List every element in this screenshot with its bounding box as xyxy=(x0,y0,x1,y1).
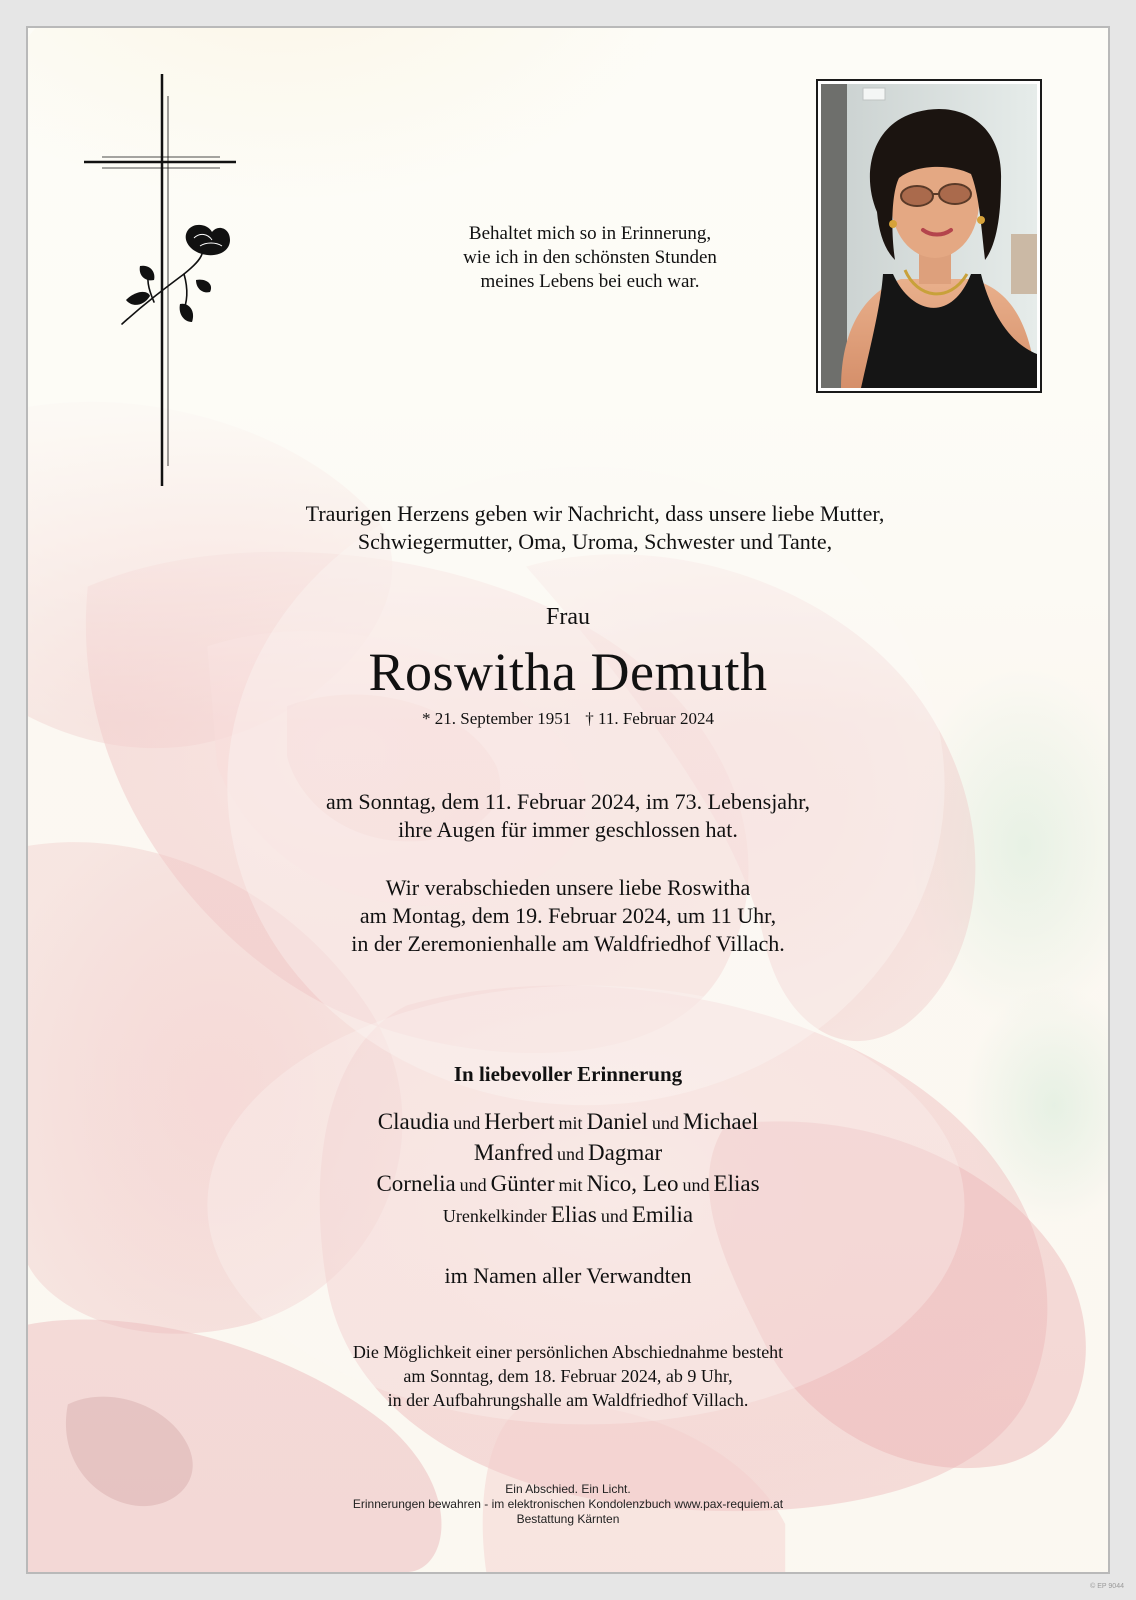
family-name: Nico, Leo xyxy=(586,1171,679,1196)
funeral-line: Wir verabschieden unsere liebe Roswitha xyxy=(385,875,751,900)
intro-line: Schwiegermutter, Oma, Uroma, Schwester und Tante, xyxy=(357,529,833,554)
family-name: Cornelia xyxy=(376,1171,456,1196)
obituary-card xyxy=(26,26,1110,1574)
funeral-notice xyxy=(28,874,1108,958)
family-list xyxy=(28,1108,1108,1232)
memory-heading: In liebevoller Erinnerung xyxy=(453,1062,683,1086)
print-code: © EP 9044 xyxy=(1090,1583,1124,1590)
family-connector: mit xyxy=(558,1175,583,1195)
birth-date: * 21. September 1951 xyxy=(422,709,572,728)
relatives-line: im Namen aller Verwandten xyxy=(444,1263,692,1288)
family-name: Claudia xyxy=(377,1109,450,1134)
viewing-line: am Sonntag, dem 18. Februar 2024, ab 9 Uhr, xyxy=(403,1366,733,1386)
passing-line: am Sonntag, dem 11. Februar 2024, im 73. Lebensjahr, xyxy=(325,789,811,814)
family-connector: und xyxy=(600,1206,628,1226)
family-name: Günter xyxy=(490,1171,555,1196)
footer-line: Bestattung Kärnten xyxy=(516,1512,620,1526)
family-connector: mit xyxy=(558,1113,583,1133)
announcement-intro xyxy=(108,500,1082,556)
viewing-notice xyxy=(28,1340,1108,1412)
family-connector: und xyxy=(459,1175,487,1195)
family-line xyxy=(28,1170,1108,1201)
family-connector: und xyxy=(682,1175,710,1195)
family-line xyxy=(28,1139,1108,1170)
quote-line: Behaltet mich so in Erinnerung, xyxy=(468,223,712,244)
viewing-line: Die Möglichkeit einer persönlichen Abschiednahme besteht xyxy=(352,1342,784,1362)
family-name: Herbert xyxy=(484,1109,555,1134)
funeral-line: am Montag, dem 19. Februar 2024, um 11 Uhr, xyxy=(359,903,777,928)
quote-line: meines Lebens bei euch war. xyxy=(480,271,700,292)
family-name: Daniel xyxy=(586,1109,648,1134)
honorific: Frau xyxy=(546,604,590,630)
family-connector: und xyxy=(453,1113,481,1133)
footer-line: Erinnerungen bewahren - im elektronischen Kondolenzbuch www.pax-requiem.at xyxy=(352,1497,784,1511)
passing-line: ihre Augen für immer geschlossen hat. xyxy=(398,817,738,842)
family-line xyxy=(28,1201,1108,1232)
memorial-quote xyxy=(360,222,820,294)
deceased-name: Roswitha Demuth xyxy=(368,642,768,702)
footer-line: Ein Abschied. Ein Licht. xyxy=(505,1482,631,1496)
family-name: Elias xyxy=(713,1171,760,1196)
family-line xyxy=(28,1108,1108,1139)
life-dates xyxy=(28,708,1108,730)
family-name: Dagmar xyxy=(588,1140,663,1165)
footer xyxy=(28,1482,1108,1527)
quote-line: wie ich in den schönsten Stunden xyxy=(463,247,717,268)
viewing-line: in der Aufbahrungshalle am Waldfriedhof Villach. xyxy=(387,1390,749,1410)
passing-notice xyxy=(28,788,1108,844)
death-date: † 11. Februar 2024 xyxy=(585,709,714,728)
family-name: Emilia xyxy=(631,1202,694,1227)
funeral-line: in der Zeremonienhalle am Waldfriedhof Villach. xyxy=(351,931,785,956)
obituary-text xyxy=(28,28,1108,1572)
intro-line: Traurigen Herzens geben wir Nachricht, dass unsere liebe Mutter, xyxy=(305,501,885,526)
family-connector: und xyxy=(651,1113,679,1133)
family-name: Elias xyxy=(550,1202,597,1227)
family-name: Manfred xyxy=(473,1140,554,1165)
family-connector: und xyxy=(557,1144,585,1164)
family-connector: Urenkelkinder xyxy=(442,1206,547,1226)
family-name: Michael xyxy=(682,1109,759,1134)
